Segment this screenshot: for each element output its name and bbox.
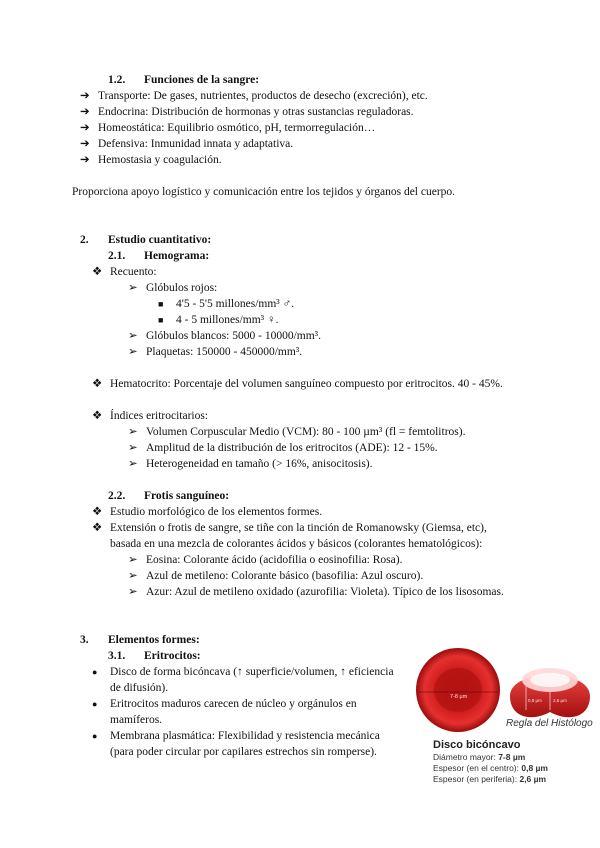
arrow-bullet-icon: ➔ bbox=[80, 90, 90, 102]
section-2-1-heading: 2.1. Hemograma: bbox=[108, 250, 210, 262]
globulos-rojos-item: ➢ Glóbulos rojos: bbox=[128, 282, 218, 294]
eritrocitos-item: ● Eritrocitos maduros carecen de núcleo y orgánulos en bbox=[92, 698, 357, 710]
frotis-subitem: ➢ Eosina: Colorante ácido (acidofilia o eosinofilia: Rosa). bbox=[128, 554, 403, 566]
square-bullet-icon: ■ bbox=[158, 299, 164, 309]
arrowhead-bullet-icon: ➢ bbox=[128, 426, 138, 438]
indices-subitem: ➢ Amplitud de la distribución de los eritrocitos (ADE): 12 - 15%. bbox=[128, 442, 438, 454]
section-1-2-heading: 1.2. Funciones de la sangre: bbox=[108, 74, 260, 86]
diameter-label: 7-8 µm bbox=[450, 694, 468, 700]
rojos-female-item: ■ 4 - 5 millones/mm³ ♀. bbox=[158, 314, 279, 326]
section-3-heading: 3. Elementos formes: bbox=[80, 634, 200, 646]
section-2-2-heading: 2.2. Frotis sanguíneo: bbox=[108, 490, 230, 502]
plaquetas-item: ➢ Plaquetas: 150000 - 450000/mm³. bbox=[128, 346, 303, 358]
list-item: ➔ Hemostasia y coagulación. bbox=[80, 154, 222, 166]
figure-credit: Regla del Histólogo bbox=[506, 718, 593, 729]
section-3-1-heading: 3.1. Eritrocitos: bbox=[108, 650, 201, 662]
arrowhead-bullet-icon: ➢ bbox=[128, 570, 138, 582]
arrowhead-bullet-icon: ➢ bbox=[128, 330, 138, 342]
diamond-bullet-icon: ❖ bbox=[92, 266, 103, 278]
functions-paragraph: Proporciona apoyo logístico y comunicación entre los tejidos y órganos del cuerpo. bbox=[72, 186, 456, 198]
arrow-bullet-icon: ➔ bbox=[80, 138, 90, 150]
dot-bullet-icon: ● bbox=[92, 667, 98, 677]
diamond-bullet-icon: ❖ bbox=[92, 378, 103, 390]
hematocrito-item: ❖ Hematocrito: Porcentaje del volumen sanguíneo compuesto por eritrocitos. 40 - 45%. bbox=[92, 378, 503, 390]
indices-subitem: ➢ Volumen Corpuscular Medio (VCM): 80 - 100 µm³ (fl = femtolitros). bbox=[128, 426, 466, 438]
arrowhead-bullet-icon: ➢ bbox=[128, 554, 138, 566]
frotis-subitem: ➢ Azul de metileno: Colorante básico (basofilia: Azul oscuro). bbox=[128, 570, 424, 582]
eritrocitos-item: ● Membrana plasmática: Flexibilidad y resistencia mecánica bbox=[92, 730, 380, 742]
side-thickness-label-1: 0,8 µm bbox=[528, 698, 542, 703]
diamond-bullet-icon: ❖ bbox=[92, 522, 103, 534]
arrowhead-bullet-icon: ➢ bbox=[128, 586, 138, 598]
rbc-top-view bbox=[416, 648, 500, 732]
side-thickness-label-2: 2,6 µm bbox=[553, 698, 567, 703]
frotis-item-continuation: basada en una mezcla de colorantes ácidos y básicos (colorantes hematológicos): bbox=[110, 538, 483, 550]
dot-bullet-icon: ● bbox=[92, 699, 98, 709]
list-item: ➔ Defensiva: Inmunidad innata y adaptativa. bbox=[80, 138, 294, 150]
arrowhead-bullet-icon: ➢ bbox=[128, 282, 138, 294]
arrowhead-bullet-icon: ➢ bbox=[128, 442, 138, 454]
rojos-male-item: ■ 4'5 - 5'5 millones/mm³ ♂. bbox=[158, 298, 295, 310]
arrowhead-bullet-icon: ➢ bbox=[128, 346, 138, 358]
section-2-heading: 2. Estudio cuantitativo: bbox=[80, 234, 212, 246]
list-item: ➔ Transporte: De gases, nutrientes, productos de desecho (excreción), etc. bbox=[80, 90, 428, 102]
rbc-side-view bbox=[510, 668, 590, 717]
eritrocitos-item-continuation: mamíferos. bbox=[110, 714, 163, 726]
figure-caption-title: Disco bicóncavo bbox=[433, 739, 521, 751]
frotis-item: ❖ Estudio morfológico de los elementos formes. bbox=[92, 506, 323, 518]
indices-subitem: ➢ Heterogeneidad en tamaño (> 16%, anisocitosis). bbox=[128, 458, 373, 470]
arrow-bullet-icon: ➔ bbox=[80, 154, 90, 166]
frotis-item: ❖ Extensión o frotis de sangre, se tiñe con la tinción de Romanowsky (Giemsa, etc), bbox=[92, 522, 487, 534]
recuento-item: ❖ Recuento: bbox=[92, 266, 157, 278]
eritrocitos-item-continuation: de difusión). bbox=[110, 682, 169, 694]
globulos-blancos-item: ➢ Glóbulos blancos: 5000 - 10000/mm³. bbox=[128, 330, 321, 342]
arrowhead-bullet-icon: ➢ bbox=[128, 458, 138, 470]
figure-caption-line: Espesor (en el centro): 0,8 µm bbox=[433, 763, 548, 773]
figure-caption-line: Espesor (en periferia): 2,6 µm bbox=[433, 774, 547, 784]
eritrocitos-item-continuation: (para poder circular por capilares estrechos sin romperse). bbox=[110, 746, 377, 758]
list-item: ➔ Homeostática: Equilibrio osmótico, pH, termorregulación… bbox=[80, 122, 376, 134]
eritrocitos-item: ● Disco de forma bicóncava (↑ superficie/volumen, ↑ eficiencia bbox=[92, 666, 394, 678]
diamond-bullet-icon: ❖ bbox=[92, 410, 103, 422]
diamond-bullet-icon: ❖ bbox=[92, 506, 103, 518]
frotis-subitem: ➢ Azur: Azul de metileno oxidado (azurofilia: Violeta). Típico de los lisosomas. bbox=[128, 586, 504, 598]
square-bullet-icon: ■ bbox=[158, 315, 164, 325]
figure-caption-line: Diámetro mayor: 7-8 µm bbox=[433, 752, 526, 762]
list-item: ➔ Endocrina: Distribución de hormonas y otras sustancias reguladoras. bbox=[80, 106, 414, 118]
arrow-bullet-icon: ➔ bbox=[80, 106, 90, 118]
indices-item: ❖ Índices eritrocitarios: bbox=[92, 410, 209, 422]
arrow-bullet-icon: ➔ bbox=[80, 122, 90, 134]
dot-bullet-icon: ● bbox=[92, 731, 98, 741]
